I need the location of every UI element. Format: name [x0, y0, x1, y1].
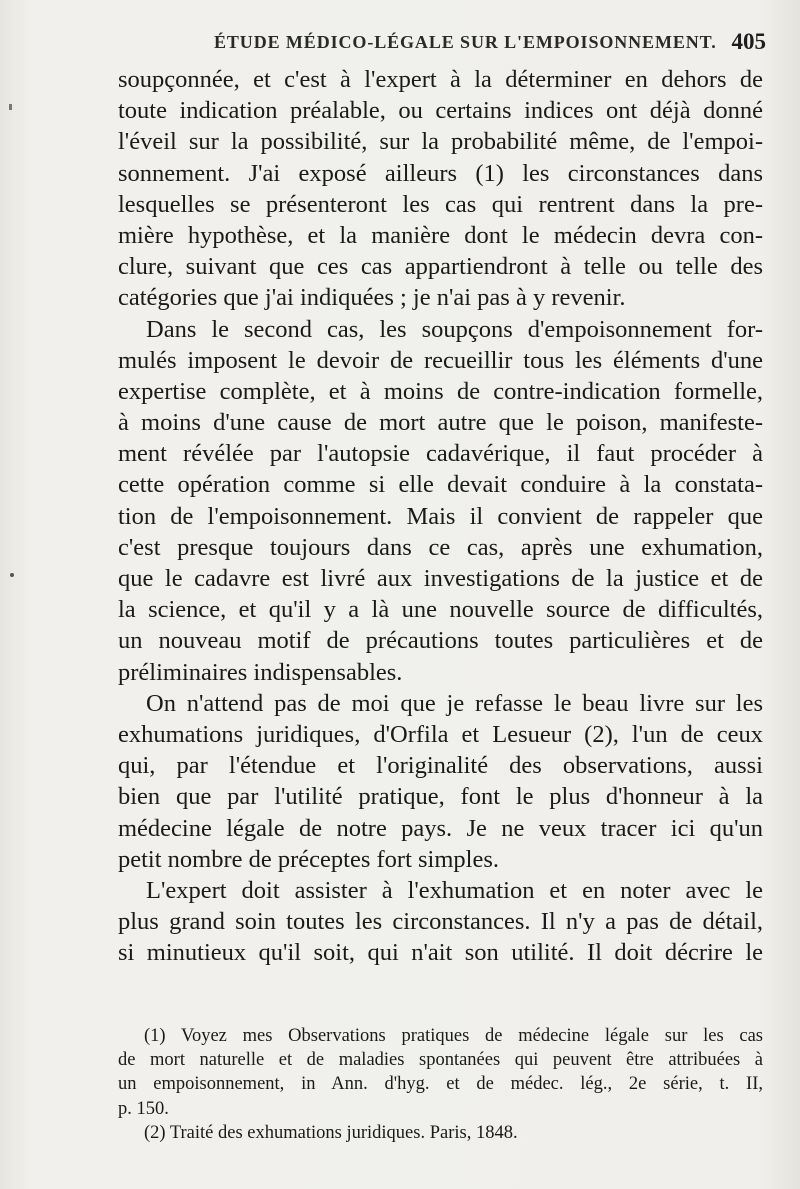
- footnote-line: un empoisonnement, in Ann. d'hyg. et de médec. lég., 2e série, t. II,: [118, 1074, 763, 1095]
- text-line: Dans le second cas, les soupçons d'empoisonnement for-: [146, 315, 763, 343]
- footnote-line: de mort naturelle et de maladies spontanées qui peuvent être attribuées à: [118, 1050, 763, 1071]
- footnote-line: (1) Voyez mes Observations pratiques de médecine légale sur les cas: [144, 1026, 763, 1046]
- text-line: un nouveau motif de précautions toutes particulières et de: [118, 627, 763, 655]
- footnotes: [118, 1024, 763, 1145]
- text-line: l'éveil sur la possibilité, sur la probabilité même, de l'empoi-: [118, 128, 763, 156]
- text-line: clure, suivant que ces cas appartiendront à telle ou telle des: [118, 253, 763, 281]
- text-line: que le cadavre est livré aux investigations de la justice et de: [118, 565, 763, 592]
- text-line: plus grand soin toutes les circonstances. Il n'y a pas de détail,: [118, 908, 763, 936]
- text-line: bien que par l'utilité pratique, font le plus d'honneur à la: [118, 783, 763, 811]
- text-line: c'est presque toujours dans ce cas, après une exhumation,: [118, 533, 763, 561]
- text-line: qui, par l'étendue et l'originalité des observations, aussi: [118, 752, 763, 780]
- margin-dot: [10, 573, 14, 577]
- text-line: la science, et qu'il y a là une nouvelle source de difficultés,: [118, 596, 763, 624]
- text-line: soupçonnée, et c'est à l'expert à la déterminer en dehors de: [118, 66, 763, 93]
- text-line: mulés imposent le devoir de recueillir tous les éléments d'une: [118, 346, 763, 374]
- text-line: lesquelles se présenteront les cas qui rentrent dans la pre-: [118, 190, 763, 218]
- text-line: sonnement. J'ai exposé ailleurs (1) les circonstances dans: [118, 159, 763, 187]
- text-line: expertise complète, et à moins de contre-indication formelle,: [118, 377, 763, 405]
- text-line: L'expert doit assister à l'exhumation et en noter avec le: [146, 876, 763, 904]
- text-line: ment révélée par l'autopsie cadavérique, il faut procéder à: [118, 440, 763, 468]
- text-line: catégories que j'ai indiquées ; je n'ai pas à y revenir.: [118, 284, 626, 312]
- text-line: On n'attend pas de moi que je refasse le beau livre sur les: [146, 689, 763, 717]
- body-text: [118, 64, 763, 968]
- text-line: exhumations juridiques, d'Orfila et Lesueur (2), l'un de ceux: [118, 720, 763, 748]
- text-line: mière hypothèse, et la manière dont le médecin devra con-: [118, 221, 763, 249]
- page-header: [118, 29, 766, 60]
- footnote-line: (2) Traité des exhumations juridiques. Paris, 1848.: [144, 1122, 518, 1143]
- text-line: cette opération comme si elle devait conduire à la constata-: [118, 471, 763, 499]
- text-line: à moins d'une cause de mort autre que le poison, manifeste-: [118, 409, 763, 437]
- text-line: toute indication préalable, ou certains indices ont déjà donné: [118, 97, 763, 125]
- text-line: tion de l'empoisonnement. Mais il convient de rappeler que: [118, 502, 763, 530]
- text-line: petit nombre de préceptes fort simples.: [118, 845, 499, 873]
- text-line: si minutieux qu'il soit, qui n'ait son utilité. Il doit décrire le: [118, 939, 763, 967]
- text-line: préliminaires indispensables.: [118, 658, 403, 686]
- running-title: ÉTUDE MÉDICO-LÉGALE SUR L'EMPOISONNEMENT.: [214, 32, 717, 52]
- margin-mark: [9, 104, 12, 110]
- page-number: 405: [731, 29, 766, 54]
- footnote-line: p. 150.: [118, 1098, 169, 1119]
- text-line: médecine légale de notre pays. Je ne veux tracer ici qu'un: [118, 814, 763, 842]
